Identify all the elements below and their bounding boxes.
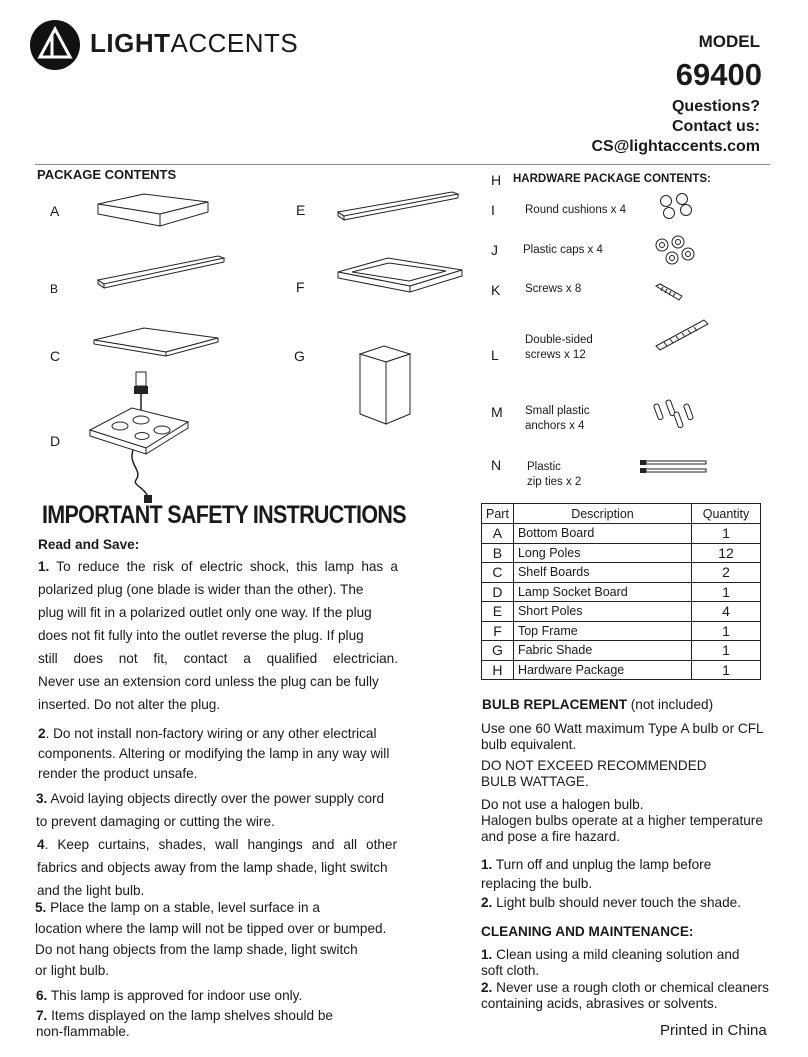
cleaning-title: CLEANING AND MAINTENANCE:	[481, 924, 694, 939]
part-letter-e: E	[296, 202, 306, 218]
table-row	[482, 621, 761, 641]
hardware-item-m-label-1: Small plastic	[525, 405, 590, 417]
part-cell: G	[482, 641, 514, 661]
part-cell: F	[482, 621, 514, 641]
hardware-item-l-label-2: screws x 12	[525, 349, 586, 361]
table-row	[482, 543, 761, 563]
description-cell: Hardware Package	[513, 660, 691, 680]
hardware-letter-j: J	[491, 242, 498, 258]
table-row	[482, 582, 761, 602]
double-sided-screw-icon	[654, 318, 710, 352]
brand-name: LIGHTACCENTS	[90, 28, 299, 58]
hardware-letter-k: K	[491, 282, 501, 298]
quantity-cell: 1	[692, 621, 761, 641]
safety-item-1: 1. To reduce the risk of electric shock, this lamp has a polarized plug (one blade is wider than the other). The plug will fit in a polarized outlet only one way. If the plug does not fit fully into the outlet reverse the plug. If plug still does not fit, contact a qualified electrician. Never use an extension cord unless the plug can be fully inserted. Do not alter the plug.	[38, 559, 398, 712]
hardware-item-j-label: Plastic caps x 4	[523, 244, 603, 256]
cleaning-step-1: 1. Clean using a mild cleaning solution and soft cloth.	[481, 947, 740, 978]
printed-in-china: Printed in China	[660, 1022, 767, 1039]
description-cell: Shelf Boards	[513, 563, 691, 583]
part-cell: E	[482, 602, 514, 622]
description-cell: Lamp Socket Board	[513, 582, 691, 602]
safety-item-5: 5. Place the lamp on a stable, level surface in a location where the lamp will not be tipped over or bumped. Do not hang objects from the lamp shade, light switch or light bulb.	[35, 900, 387, 978]
hardware-contents-title: HARDWARE PACKAGE CONTENTS:	[513, 173, 711, 185]
package-contents-title: PACKAGE CONTENTS	[37, 167, 177, 182]
safety-instructions-title: IMPORTANT SAFETY INSTRUCTIONS	[42, 501, 406, 529]
hardware-item-n-label-2: zip ties x 2	[527, 476, 582, 488]
brand-logo-icon	[30, 20, 80, 70]
part-cell: B	[482, 543, 514, 563]
safety-item-3: 3. Avoid laying objects directly over the power supply cord to prevent damaging or cutting the wire.	[36, 791, 385, 829]
bulb-wattage-info: Use one 60 Watt maximum Type A bulb or CFL bulb equivalent.	[481, 721, 764, 752]
bulb-step-2: 2. Light bulb should never touch the shade.	[481, 895, 741, 910]
contact-label: Contact us:	[672, 118, 760, 135]
bottom-board-illustration	[96, 192, 211, 230]
quantity-cell: 1	[692, 641, 761, 661]
part-letter-b: B	[50, 282, 59, 296]
hardware-item-k-label: Screws x 8	[525, 283, 582, 295]
short-pole-illustration	[336, 190, 462, 220]
lamp-socket-board-illustration	[88, 370, 198, 505]
part-cell: A	[482, 524, 514, 544]
safety-item-6: 6. This lamp is approved for indoor use only.	[36, 988, 303, 1003]
hardware-item-i-label: Round cushions x 4	[525, 204, 627, 216]
quantity-cell: 4	[692, 602, 761, 622]
header-part: Part	[482, 504, 514, 524]
long-pole-illustration	[96, 254, 226, 290]
shelf-board-illustration	[92, 326, 222, 360]
plastic-caps-icon	[652, 236, 696, 268]
hardware-item-m-label-2: anchors x 4	[525, 420, 585, 432]
table-row	[482, 660, 761, 680]
model-number: 69400	[675, 57, 762, 92]
table-row	[482, 524, 761, 544]
bulb-warning: DO NOT EXCEED RECOMMENDED BULB WATTAGE.	[481, 758, 707, 789]
part-letter-f: F	[296, 279, 305, 295]
hardware-item-l-label-1: Double-sided	[525, 334, 593, 346]
hardware-letter-m: M	[491, 404, 503, 420]
fabric-shade-illustration	[358, 344, 414, 426]
contact-questions: Questions?	[671, 98, 760, 115]
top-frame-illustration	[336, 256, 466, 296]
quantity-cell: 12	[692, 543, 761, 563]
cleaning-step-2: 2. Never use a rough cloth or chemical cleaners containing acids, abrasives or solvents.	[481, 980, 769, 1011]
safety-item-2: 2. Do not install non-factory wiring or any other electrical components. Altering or modifying the lamp in any way will render the product unsafe.	[38, 726, 390, 781]
round-cushions-icon	[654, 194, 700, 222]
model-label: MODEL	[698, 32, 760, 51]
hardware-letter-l: L	[491, 347, 499, 363]
zip-ties-icon	[638, 458, 710, 474]
part-letter-d: D	[50, 433, 61, 449]
contact-email[interactable]: CS@lightaccents.com	[591, 138, 760, 155]
part-letter-g: G	[294, 348, 305, 364]
quantity-cell: 2	[692, 563, 761, 583]
parts-table	[481, 503, 761, 680]
parts-table-header	[482, 504, 761, 524]
part-cell: C	[482, 563, 514, 583]
table-row	[482, 641, 761, 661]
description-cell: Long Poles	[513, 543, 691, 563]
hardware-letter-h: H	[491, 172, 502, 188]
description-cell: Bottom Board	[513, 524, 691, 544]
quantity-cell: 1	[692, 524, 761, 544]
safety-item-7: 7. Items displayed on the lamp shelves should be non-flammable.	[36, 1008, 333, 1039]
safety-item-4: 4. Keep curtains, shades, wall hangings and all other fabrics and objects away from the lamp shade, light switch and the light bulb.	[37, 837, 397, 898]
part-letter-c: C	[50, 348, 61, 364]
hardware-item-n-label-1: Plastic	[527, 461, 561, 473]
header-description: Description	[513, 504, 691, 524]
description-cell: Fabric Shade	[513, 641, 691, 661]
screw-icon	[654, 282, 684, 302]
hardware-letter-i: I	[491, 202, 495, 218]
header-quantity: Quantity	[692, 504, 761, 524]
description-cell: Short Poles	[513, 602, 691, 622]
halogen-warning: Do not use a halogen bulb. Halogen bulbs operate at a higher temperature and pose a fire hazard.	[481, 797, 763, 844]
part-cell: H	[482, 660, 514, 680]
bulb-replacement-title: BULB REPLACEMENT (not included)	[482, 697, 714, 712]
table-row	[482, 563, 761, 583]
read-and-save-label: Read and Save:	[38, 537, 140, 552]
quantity-cell: 1	[692, 660, 761, 680]
part-letter-a: A	[50, 203, 60, 219]
part-cell: D	[482, 582, 514, 602]
quantity-cell: 1	[692, 582, 761, 602]
hardware-letter-n: N	[491, 457, 502, 473]
table-row	[482, 602, 761, 622]
description-cell: Top Frame	[513, 621, 691, 641]
header-divider	[35, 164, 770, 165]
plastic-anchors-icon	[652, 398, 698, 432]
bulb-step-1: 1. Turn off and unplug the lamp before replacing the bulb.	[481, 857, 712, 891]
